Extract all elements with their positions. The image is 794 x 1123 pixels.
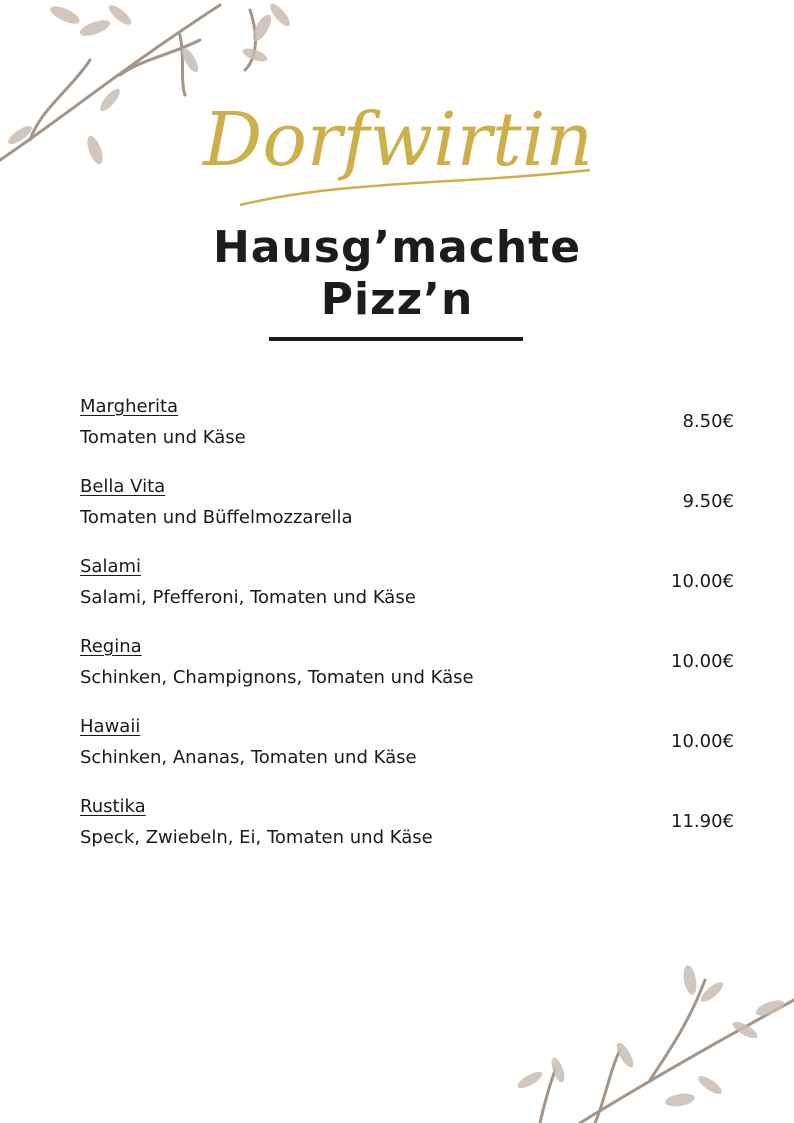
menu-item-price: 10.00€ bbox=[671, 731, 734, 752]
title-divider bbox=[269, 337, 523, 341]
title-line-1: Hausg’machte bbox=[212, 222, 582, 273]
menu-item-description: Schinken, Ananas, Tomaten und Käse bbox=[80, 747, 417, 768]
menu-item bbox=[80, 394, 734, 474]
menu-item-name: Regina bbox=[80, 636, 142, 657]
menu-item-price: 8.50€ bbox=[682, 411, 734, 432]
menu-item-description: Schinken, Champignons, Tomaten und Käse bbox=[80, 667, 474, 688]
menu-item-price: 9.50€ bbox=[682, 491, 734, 512]
menu-item-name: Rustika bbox=[80, 796, 146, 817]
menu-item-name: Margherita bbox=[80, 396, 179, 417]
page-title bbox=[0, 222, 794, 326]
logo bbox=[195, 70, 605, 220]
logo-text: Dorfwirtin bbox=[203, 97, 594, 183]
menu-item-name: Hawaii bbox=[80, 716, 141, 737]
pizza-menu bbox=[80, 394, 734, 874]
menu-item bbox=[80, 474, 734, 554]
title-line-2: Pizz’n bbox=[320, 274, 474, 325]
menu-item-price: 10.00€ bbox=[671, 571, 734, 592]
menu-item-price: 10.00€ bbox=[671, 651, 734, 672]
menu-item bbox=[80, 554, 734, 634]
menu-item bbox=[80, 794, 734, 874]
menu-item-description: Tomaten und Büffelmozzarella bbox=[80, 507, 353, 528]
menu-item-description: Tomaten und Käse bbox=[80, 427, 246, 448]
menu-item-price: 11.90€ bbox=[671, 811, 734, 832]
menu-item bbox=[80, 634, 734, 714]
menu-item-name: Salami bbox=[80, 556, 142, 577]
menu-item bbox=[80, 714, 734, 794]
menu-item-description: Salami, Pfefferoni, Tomaten und Käse bbox=[80, 587, 416, 608]
menu-item-description: Speck, Zwiebeln, Ei, Tomaten und Käse bbox=[80, 827, 433, 848]
branch-decoration-icon bbox=[500, 960, 794, 1123]
menu-item-name: Bella Vita bbox=[80, 476, 166, 497]
